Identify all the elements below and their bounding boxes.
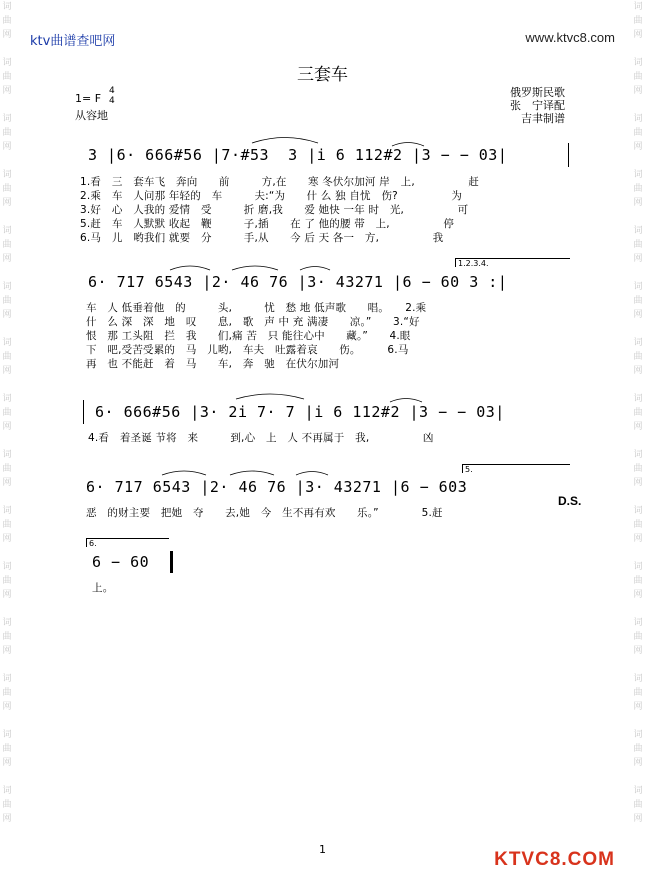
side-watermark-left: 词 曲 网 词 曲 网 词 曲 网 词 曲 网 词 曲 网 词 曲 网 词 曲 网 词 曲 网 词 曲 网 词 曲 网 词 曲 网 词 曲 网 词 曲 网 词 曲 网 词 曲 网: [2, 2, 12, 824]
slur: [162, 471, 206, 475]
time-top: 4: [109, 86, 115, 96]
score-line-4-lyrics: 恶 的财主要 把她 夺 去,她 今 生不再有欢 乐。” 5.赶: [86, 507, 443, 519]
credit-translator: 张 宁译配: [510, 99, 565, 112]
lyric-verse: 再 也 不能赶 着 马 车, 奔 驰 在伏尔加河: [86, 358, 340, 370]
score-line-4-notes: 6· 717 6543 |2· 46 76 |3· 43271 |6 − 603: [86, 478, 468, 496]
song-title: 三套车: [297, 65, 348, 85]
credit-origin: 俄罗斯民歌: [510, 86, 565, 99]
side-watermark-right: 词 曲 网 词 曲 网 词 曲 网 词 曲 网 词 曲 网 词 曲 网 词 曲 网 词 曲 网 词 曲 网 词 曲 网 词 曲 网 词 曲 网 词 曲 网 词 曲 网 词 曲 网: [633, 2, 643, 824]
dal-segno-marking: D.S.: [558, 494, 582, 508]
score-line-5-lyrics: 上。: [92, 582, 114, 594]
volta-bracket: 6.: [86, 538, 169, 547]
lyric-verse: 2.乘 车 人问那 年轻的 车 夫:“为 什 么 独 自忧 伤? 为: [80, 190, 463, 202]
credit-engraver: 吉聿制谱: [521, 112, 565, 125]
slur: [300, 267, 330, 271]
lyric-verse: 恨 那 工头阻 拦 我 们,痛 苦 只 能往心中 藏。” 4.眼: [86, 330, 411, 342]
lyric-verse: 5.赶 车 人默默 收起 鞭 子,插 在 了 他的腰 带 上, 停: [80, 218, 455, 230]
score-line-2-notes: 6· 717 6543 |2· 46 76 |3· 43271 |6 − 60 3 :|: [88, 273, 508, 291]
slur: [390, 399, 422, 403]
brand-logo: KTVC8.COM: [494, 849, 615, 870]
lyric-verse: 下 吧,受苦受累的 马 儿哟, 车夫 吐露着哀 伤。 6.马: [86, 344, 409, 356]
volta-bracket: 5.: [462, 464, 570, 473]
slur: [230, 471, 274, 475]
key-signature: 1= F: [75, 92, 102, 105]
slur: [252, 138, 318, 144]
slur: [232, 266, 278, 270]
lyric-verse: 3.好 心 人我的 爱情 受 折 磨,我 爱 她快 一年 时 光, 可: [80, 204, 469, 216]
time-bottom: 4: [109, 96, 115, 106]
score-line-3-notes: 6· 666#56 |3· 2i 7· 7 |i 6 112#2 |3 − − 03|: [95, 403, 505, 421]
page-number: 1: [319, 843, 326, 856]
lyric-verse: 6.马 儿 哟我们 就要 分 手,从 今 后 天 各一 方, 我: [80, 232, 444, 244]
slur: [170, 266, 210, 270]
score-line-3-lyrics: 4.看 着圣诞 节将 来 到,心 上 人 不再属于 我, 凶: [88, 432, 434, 444]
volta-bracket: 1.2.3.4.: [455, 258, 570, 267]
lyric-verse: 什 么 深 深 地 叹 息, 歌 声 中 充 满凄 凉。” 3.“好: [86, 316, 420, 328]
lyric-verse: 1.看 三 套车飞 奔向 前 方,在 寒 冬伏尔加河 岸 上, 赶: [80, 176, 480, 188]
slur: [392, 143, 424, 147]
site-name[interactable]: ktv曲谱查吧网: [30, 34, 116, 49]
score-line-1-notes: 3 |6· 666#56 |7·#53 3 |i 6 112#2 |3 − − 03|: [88, 146, 508, 164]
tempo-marking: 从容地: [75, 109, 108, 122]
slur: [236, 394, 304, 399]
lyric-verse: 车 人 低垂着他 的 头, 忧 愁 地 低声歌 唱。 2.乘: [86, 302, 427, 314]
score-line-5-notes: 6 − 60: [92, 553, 150, 571]
site-url[interactable]: www.ktvc8.com: [525, 30, 615, 45]
slur: [296, 472, 328, 476]
